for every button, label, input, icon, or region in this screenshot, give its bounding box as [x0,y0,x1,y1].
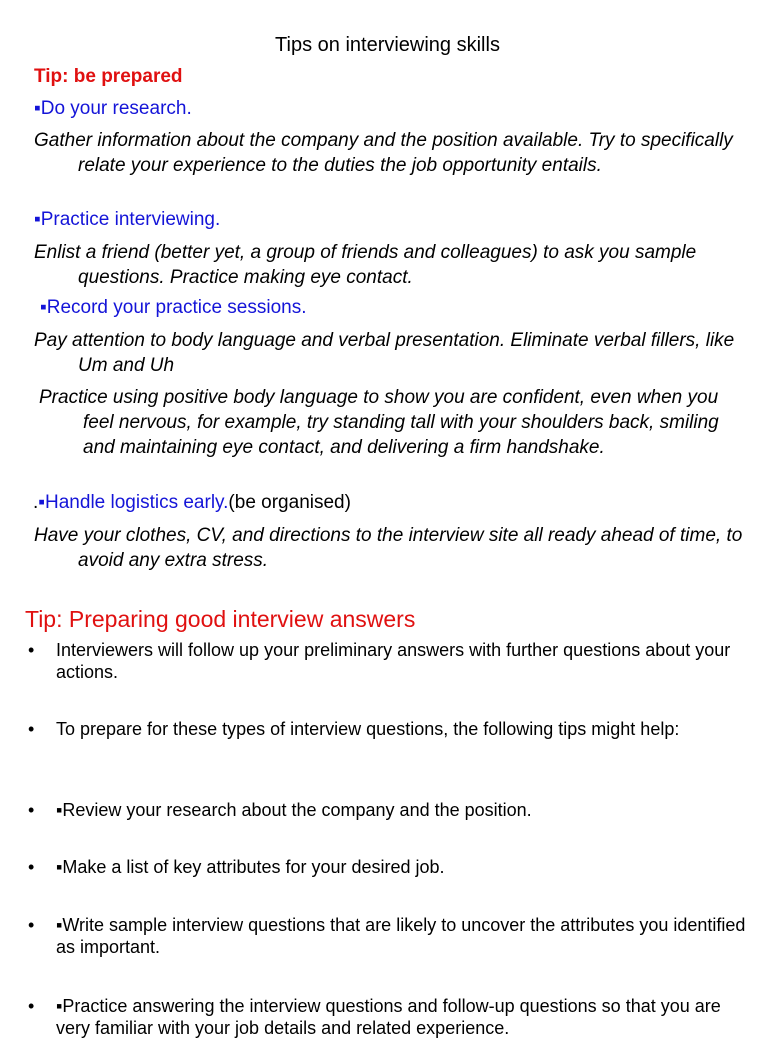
bullet-dot: • [28,640,35,660]
record-sessions-label: ▪Record your practice sessions. [40,297,307,318]
handle-logistics-line [33,492,351,514]
bullet-dot: • [28,915,35,935]
bullet-dot: • [28,800,35,820]
bullet-dot: • [28,996,35,1016]
bullet-text: ▪Make a list of key attributes for your desired job. [56,857,445,877]
logistics-prefix: . [33,492,39,513]
bullet-text: ▪Review your research about the company and the position. [56,800,532,820]
record-paragraph: Pay attention to body language and verbal presentation. Eliminate verbal fillers, like Um and Uh [34,330,735,376]
research-paragraph: Gather information about the company and the position available. Try to specifically relate your experience to the duties the job opportunity entails. [34,130,733,176]
tip-be-prepared-heading: Tip: be prepared [34,66,183,87]
practice-paragraph: Enlist a friend (better yet, a group of friends and colleagues) to ask you sample questions. Practice making eye contact. [34,242,697,288]
bullet-dot: • [28,719,35,739]
bullet-dot: • [28,857,35,877]
page-title: Tips on interviewing skills [275,34,500,56]
do-research-label: ▪Do your research. [34,98,192,119]
logistics-suffix: (be organised) [228,492,351,513]
body-language-paragraph: Practice using positive body language to show you are confident, even when you feel nervous, for example, try standing tall with your shoulders back, smiling and maintaining eye contact, and delivering a firm handshake. [39,387,719,458]
bullet-text: To prepare for these types of interview questions, the following tips might help: [56,719,680,739]
practice-interviewing-label: ▪Practice interviewing. [34,209,221,230]
logistics-paragraph: Have your clothes, CV, and directions to the interview site all ready ahead of time, to avoid any extra stress. [34,525,743,571]
tip-good-answers-heading: Tip: Preparing good interview answers [25,606,416,632]
handle-logistics-label: ▪Handle logistics early. [38,492,229,513]
bullet-text: ▪Practice answering the interview questions and follow-up questions so that you are very familiar with your job details and related experience. [56,996,721,1038]
bullet-text: Interviewers will follow up your preliminary answers with further questions about your actions. [56,640,731,682]
bullet-text: ▪Write sample interview questions that are likely to uncover the attributes you identified as important. [56,915,746,957]
